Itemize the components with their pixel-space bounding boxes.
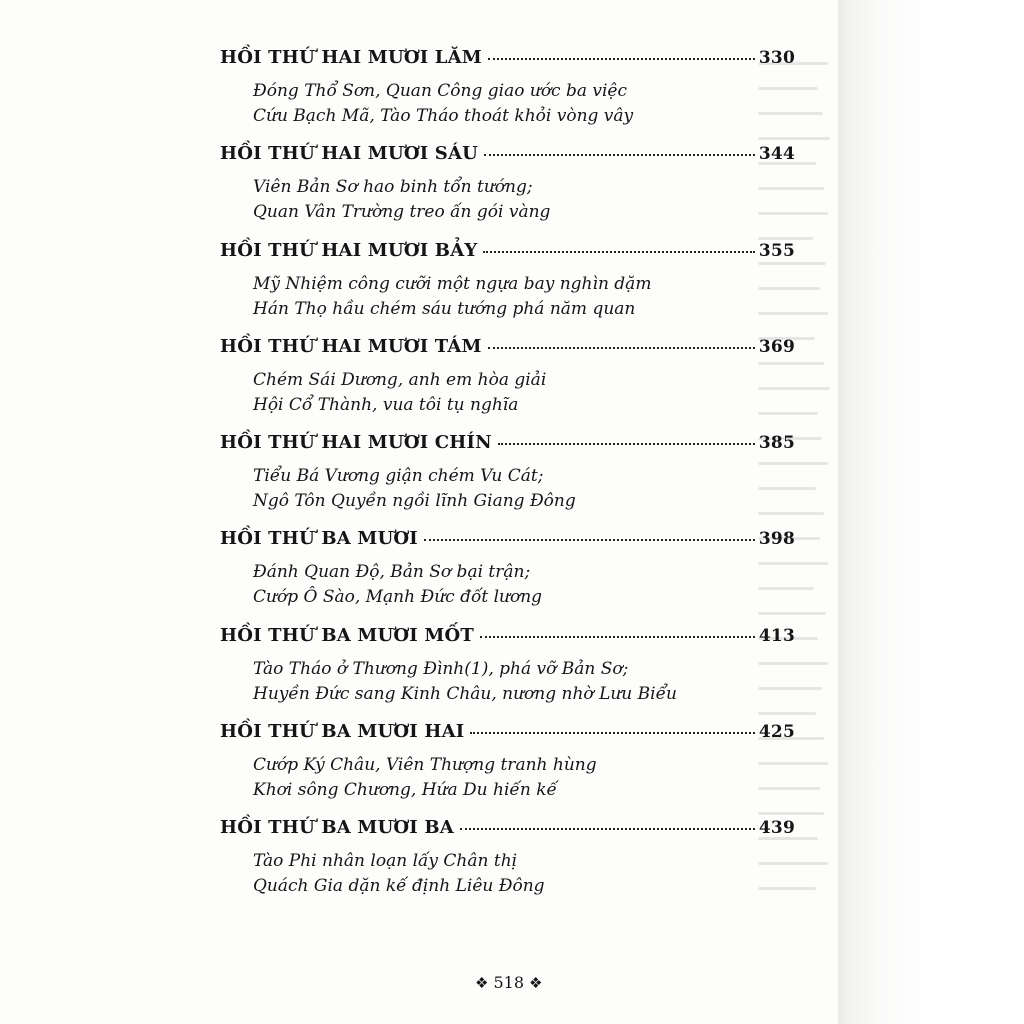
page-footer — [470, 973, 547, 992]
page-gutter-shadow — [838, 0, 1024, 1024]
chapter-title: HỒI THỨ HAI MƯƠI TÁM — [220, 335, 482, 357]
dot-leader — [488, 347, 755, 349]
toc-entry — [220, 528, 795, 624]
chapter-title: HỒI THỨ BA MƯƠI — [220, 528, 418, 550]
chapter-title: HỒI THỨ HAI MƯƠI SÁU — [220, 143, 479, 165]
toc-entry-heading — [220, 336, 795, 362]
toc-entry-heading — [220, 817, 795, 843]
chapter-subtitle-line: Hội Cổ Thành, vua tôi tụ nghĩa — [253, 394, 519, 415]
dot-leader — [488, 58, 755, 60]
chapter-page-number: 398 — [758, 529, 795, 550]
toc-entry — [220, 625, 795, 721]
chapter-subtitle-line: Quan Vân Trường treo ấn gói vàng — [253, 202, 551, 223]
chapter-subtitle-line: Tiểu Bá Vương giận chém Vu Cát; — [253, 466, 544, 487]
chapter-subtitle-line: Cướp Ký Châu, Viên Thượng tranh hùng — [253, 755, 597, 776]
toc-entry — [220, 336, 795, 432]
chapter-subtitle-line: Đánh Quan Độ, Bản Sơ bại trận; — [253, 562, 531, 583]
chapter-page-number: 413 — [758, 625, 795, 646]
chapter-title: HỒI THỨ HAI MƯƠI CHÍN — [220, 432, 492, 454]
dot-leader — [470, 732, 755, 734]
dot-leader — [480, 636, 755, 638]
chapter-title: HỒI THỨ BA MƯƠI BA — [220, 817, 454, 839]
toc-entry-heading — [220, 143, 795, 169]
chapter-title: HỒI THỨ BA MƯƠI HAI — [220, 721, 465, 743]
dot-leader — [484, 154, 755, 156]
chapter-title: HỒI THỨ BA MƯƠI MỐT — [220, 624, 474, 646]
toc-entry-heading — [220, 47, 795, 73]
chapter-subtitle-line: Quách Gia dặn kế định Liêu Đông — [253, 876, 545, 897]
toc-entry-heading — [220, 625, 795, 651]
table-of-contents — [220, 47, 795, 914]
page-number: 518 — [493, 973, 524, 992]
chapter-subtitle-line: Hán Thọ hầu chém sáu tướng phá năm quan — [253, 298, 636, 319]
toc-entry-heading — [220, 721, 795, 747]
toc-entry — [220, 47, 795, 143]
toc-entry-heading — [220, 432, 795, 458]
chapter-page-number: 355 — [758, 240, 795, 261]
toc-entry — [220, 240, 795, 336]
toc-entry — [220, 721, 795, 817]
chapter-subtitle-line: Chém Sái Dương, anh em hòa giải — [253, 369, 547, 390]
chapter-subtitle-line: Cứu Bạch Mã, Tào Tháo thoát khỏi vòng vây — [253, 106, 634, 126]
toc-entry — [220, 817, 795, 913]
dot-leader — [483, 251, 754, 253]
chapter-subtitle-line: Khơi sông Chương, Hứa Du hiến kế — [253, 780, 557, 801]
chapter-subtitle-line: Tào Phi nhân loạn lấy Chân thị — [253, 851, 518, 872]
chapter-subtitle-line: Tào Tháo ở Thương Đình(1), phá vỡ Bản Sơ; — [253, 658, 629, 679]
chapter-page-number: 385 — [758, 433, 795, 454]
toc-entry-heading — [220, 240, 795, 266]
chapter-page-number: 369 — [758, 336, 795, 357]
chapter-subtitle-line: Cướp Ô Sào, Mạnh Đức đốt lương — [253, 587, 543, 608]
diamond-ornament-icon: ❖ — [529, 974, 543, 992]
chapter-page-number: 425 — [758, 722, 795, 743]
chapter-title: HỒI THỨ HAI MƯƠI BẢY — [220, 239, 478, 261]
toc-entry — [220, 143, 795, 239]
chapter-subtitle-line: Viên Bản Sơ hao binh tổn tướng; — [253, 177, 533, 198]
chapter-subtitle-line: Huyền Đức sang Kinh Châu, nương nhờ Lưu Biểu — [253, 683, 677, 704]
chapter-page-number: 439 — [758, 818, 795, 839]
chapter-subtitle-line: Ngô Tôn Quyền ngồi lĩnh Giang Đông — [253, 491, 576, 512]
chapter-page-number: 330 — [758, 48, 795, 68]
diamond-ornament-icon: ❖ — [475, 974, 489, 992]
dot-leader — [424, 539, 755, 541]
toc-entry-heading — [220, 528, 795, 554]
dot-leader — [498, 443, 755, 445]
toc-entry — [220, 432, 795, 528]
chapter-title: HỒI THỨ HAI MƯƠI LĂM — [220, 47, 482, 68]
chapter-subtitle-line: Mỹ Nhiệm công cưỡi một ngựa bay nghìn dặm — [253, 273, 652, 294]
chapter-subtitle-line: Đóng Thổ Sơn, Quan Công giao ước ba việc — [253, 81, 628, 101]
chapter-page-number: 344 — [758, 144, 795, 165]
dot-leader — [460, 828, 755, 830]
